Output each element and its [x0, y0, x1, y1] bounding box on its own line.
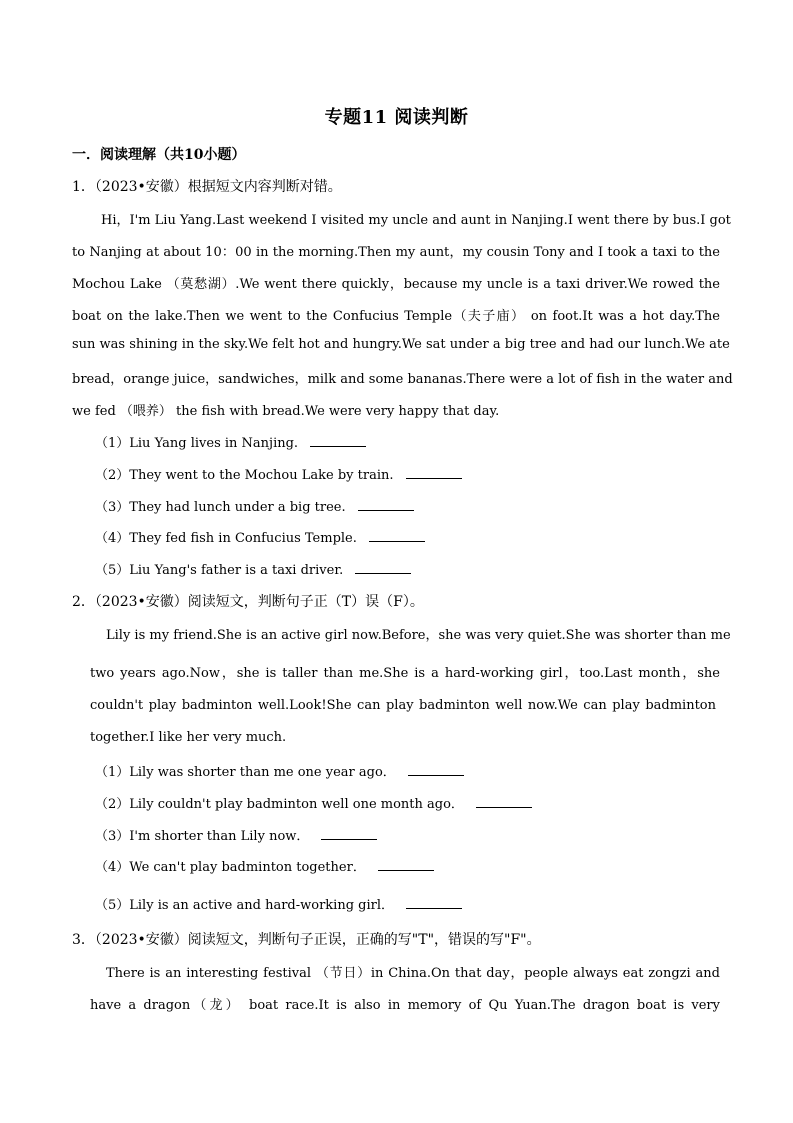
q3-passage-line: There is an interesting festival （节日）in China.On that day，people always eat zongzi and	[106, 966, 720, 981]
q1-passage-line: bread，orange juice，sandwiches，milk and some bananas.There were a lot of fish in the water and	[72, 372, 733, 387]
q1-item-text: （4）They fed fish in Confucius Temple.	[95, 531, 357, 546]
section-heading: 一．阅读理解（共10小题）	[72, 147, 246, 163]
q2-passage-line: together.I like her very much.	[90, 730, 287, 745]
answer-blank[interactable]	[310, 435, 366, 447]
q1-passage-line: Mochou Lake （莫愁湖）.We went there quickly，because my uncle is a taxi driver.We rowed the	[72, 277, 720, 292]
q1-item	[95, 464, 462, 483]
q2-item-text: （5）Lily is an active and hard-working girl．	[95, 898, 395, 913]
answer-blank[interactable]	[406, 897, 462, 909]
q1-item	[95, 559, 411, 578]
answer-blank[interactable]	[476, 796, 532, 808]
q2-passage-line: Lily is my friend.She is an active girl now.Before，she was very quiet.She was shorter than me	[106, 628, 731, 643]
q1-passage-line: sun was shining in the sky.We felt hot and hungry.We sat under a big tree and had our lunch.We ate	[72, 337, 730, 352]
answer-blank[interactable]	[355, 562, 411, 574]
q1-passage-line: Hi，I'm Liu Yang.Last weekend I visited my uncle and aunt in Nanjing.I went there by bus.I got	[101, 213, 731, 228]
q2-item	[95, 793, 532, 812]
answer-blank[interactable]	[321, 828, 377, 840]
q2-item	[95, 894, 462, 913]
q2-passage-line: couldn't play badminton well.Look!She can play badminton well now.We can play badminton	[90, 698, 716, 713]
answer-blank[interactable]	[408, 764, 464, 776]
q2-item	[95, 856, 434, 875]
answer-blank[interactable]	[378, 859, 434, 871]
q1-passage-line: to Nanjing at about 10：00 in the morning.Then my aunt，my cousin Tony and I took a taxi to the	[72, 245, 720, 260]
answer-blank[interactable]	[358, 499, 414, 511]
q1-item-text: （5）Liu Yang's father is a taxi driver.	[95, 563, 344, 578]
q2-item-text: （1）Lily was shorter than me one year ago．	[95, 765, 396, 780]
q3-passage-line: have a dragon（龙） boat race.It is also in memory of Qu Yuan.The dragon boat is very	[90, 998, 720, 1013]
question-2-heading: 2．（2023•安徽）阅读短文，判断句子正（T）误（F）。	[72, 594, 424, 610]
q2-passage-line: two years ago.Now，she is taller than me.She is a hard-working girl，too.Last month，she	[90, 666, 720, 681]
q2-item-text: （3）I'm shorter than Lily now．	[95, 829, 310, 844]
page-title: 专题11 阅读判断	[324, 107, 469, 128]
q2-item-text: （2）Lily couldn't play badminton well one month ago．	[95, 797, 464, 812]
q1-passage-line: we fed （喂养） the fish with bread.We were very happy that day.	[72, 404, 500, 419]
q1-item	[95, 496, 414, 515]
q1-item	[95, 432, 366, 451]
answer-blank[interactable]	[369, 530, 425, 542]
q1-item-text: （1）Liu Yang lives in Nanjing.	[95, 436, 299, 451]
q1-item	[95, 527, 425, 546]
q1-item-text: （3）They had lunch under a big tree.	[95, 500, 346, 515]
q2-item-text: （4）We can't play badminton together．	[95, 860, 366, 875]
q2-item	[95, 761, 464, 780]
question-1-heading: 1．（2023•安徽）根据短文内容判断对错。	[72, 179, 342, 195]
answer-blank[interactable]	[406, 467, 462, 479]
q1-passage-line: boat on the lake.Then we went to the Confucius Temple（夫子庙） on foot.It was a hot day.The	[72, 309, 720, 324]
q1-item-text: （2）They went to the Mochou Lake by train.	[95, 468, 394, 483]
question-3-heading: 3．（2023•安徽）阅读短文，判断句子正误，正确的写"T"，错误的写"F"。	[72, 932, 541, 948]
q2-item	[95, 825, 377, 844]
